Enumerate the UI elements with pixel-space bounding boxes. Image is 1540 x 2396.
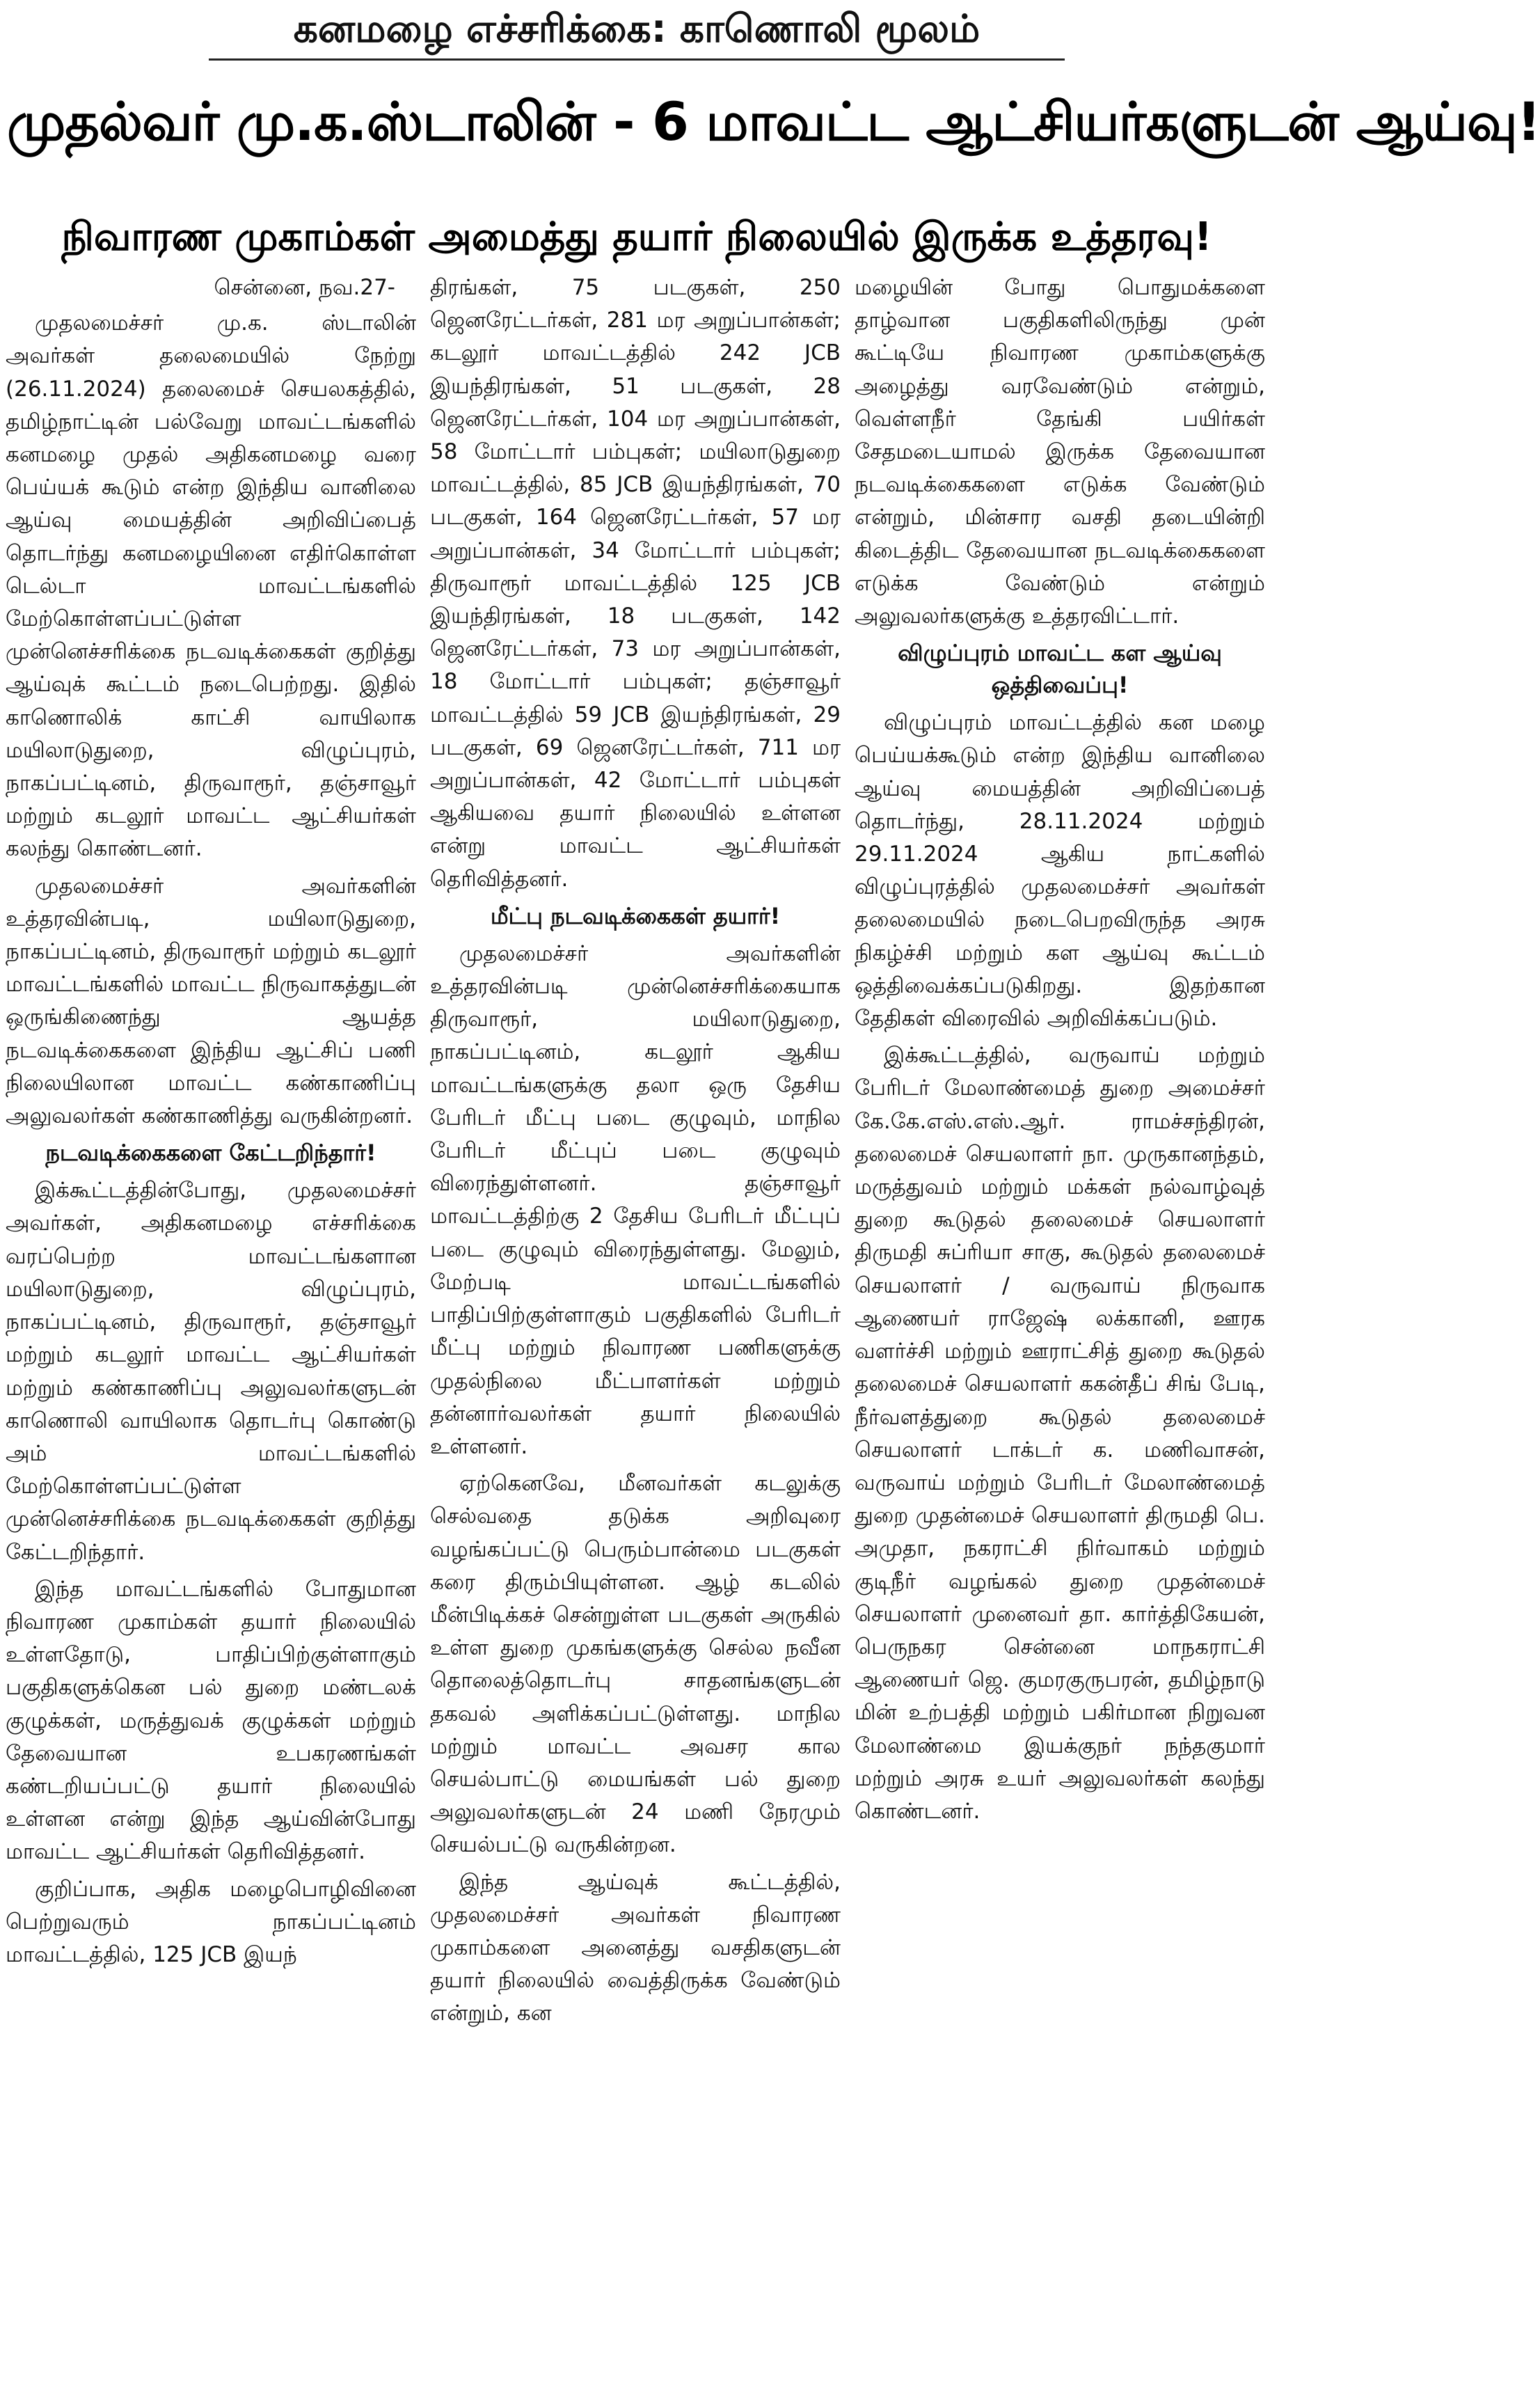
paragraph: குறிப்பாக, அதிக மழைபொழிவினை பெற்றுவரும் நாகப்பட்டினம் மாவட்டத்தில், 125 JCB இயந் [6,1876,416,1967]
paragraph: ஏற்கெனவே, மீனவர்கள் கடலுக்கு செல்வதை தடுக்க அறிவுரை வழங்கப்பட்டு பெரும்பான்மை படகுகள் கரை திரும்பியுள்ளன. ஆழ் கடலில் மீன்பிடிக்கச் சென்றுள்ள படகுகள் அருகில் உள்ள துறை முகங்களுக்கு செல்ல நவீன தொலைத்தொடர்பு சாதனங்களுடன் தகவல் அளிக்கப்பட்டுள்ளது. மாநில மற்றும் மாவட்ட அவசர கால செயல்பாட்டு மையங்கள் பல் துறை அலுவலர்களுடன் 24 மணி நேரமும் செயல்பட்டு வருகின்றன. [430,1471,841,1858]
section-subheading: விழுப்புரம் மாவட்ட கள ஆய்வு ஒத்திவைப்பு! [898,640,1222,699]
paragraph: மழையின் போது பொதுமக்களை தாழ்வான பகுதிகளிலிருந்து முன் கூட்டியே நிவாரண முகாம்களுக்கு அழைத்து வரவேண்டும் என்றும், வெள்ளநீர் தேங்கி பயிர்கள் சேதமடையாமல் இருக்க தேவையான நடவடிக்கைகளை எடுக்க வேண்டும் என்றும், மின்சார வசதி தடையின்றி கிடைத்திட தேவையான நடவடிக்கைகளை எடுக்க வேண்டும் என்றும் அலுவலர்களுக்கு உத்தரவிட்டார். [855,275,1265,629]
paragraph: இக்கூட்டத்தில், வருவாய் மற்றும் பேரிடர் மேலாண்மைத் துறை அமைச்சர் கே.கே.எஸ்.எஸ்.ஆர். ராமச்சந்திரன், தலைமைச் செயலாளர் நா. முருகானந்தம், மருத்துவம் மற்றும் மக்கள் நல்வாழ்வுத் துறை கூடுதல் தலைமைச் செயலாளர் திருமதி சுப்ரியா சாகு, கூடுதல் தலைமைச் செயலாளர் / வருவாய் நிருவாக ஆணையர் ராஜேஷ் லக்கானி, ஊரக வளர்ச்சி மற்றும் ஊராட்சித் துறை கூடுதல் தலைமைச் செயலாளர் ககன்தீப் சிங் பேடி, நீர்வளத்துறை கூடுதல் தலைமைச் செயலாளர் டாக்டர் க. மணிவாசன், வருவாய் மற்றும் பேரிடர் மேலாண்மைத் துறை முதன்மைச் செயலாளர் திருமதி பெ. அமுதா, நகராட்சி நிர்வாகம் மற்றும் குடிநீர் வழங்கல் துறை முதன்மைச் செயலாளர் முனைவர் தா. கார்த்திகேயன், பெருநகர சென்னை மாநகராட்சி ஆணையர் ஜெ. குமரகுருபரன், தமிழ்நாடு மின் உற்பத்தி மற்றும் பகிர்மான நிறுவன மேலாண்மை இயக்குநர் நந்தகுமார் மற்றும் அரசு உயர் அலுவலர்கள் கலந்து கொண்டனர். [855,1043,1265,1824]
article-column-1 [6,271,416,2388]
paragraph: முதலமைச்சர் அவர்களின் உத்தரவின்படி முன்னெச்சரிக்கையாக திருவாரூர், மயிலாடுதுறை, நாகப்பட்டினம், கடலூர் ஆகிய மாவட்டங்களுக்கு தலா ஒரு தேசிய பேரிடர் மீட்பு படை குழுவும், மாநில பேரிடர் மீட்புப் படை குழுவும் விரைந்துள்ளனர். தஞ்சாவூர் மாவட்டத்திற்கு 2 தேசிய பேரிடர் மீட்புப் படை குழுவும் விரைந்துள்ளது. மேலும், மேற்படி மாவட்டங்களில் பாதிப்பிற்குள்ளாகும் பகுதிகளில் பேரிடர் மீட்பு மற்றும் நிவாரண பணிகளுக்கு முதல்நிலை மீட்பாளர்கள் மற்றும் தன்னார்வலர்கள் தயார் நிலையில் உள்ளனர். [430,940,841,1459]
sub-headline: நிவாரண முகாம்கள் அமைத்து தயார் நிலையில் இருக்க உத்தரவு! [61,214,1212,260]
article-column-3 [855,271,1265,2388]
article-column-2 [430,271,841,2388]
kicker-line: கனமழை எச்சரிக்கை: காணொலி மூலம் [293,6,981,51]
paragraph: விழுப்புரம் மாவட்டத்தில் கன மழை பெய்யக்கூடும் என்ற இந்திய வானிலை ஆய்வு மையத்தின் அறிவிப்பைத் தொடர்ந்து, 28.11.2024 மற்றும் 29.11.2024 ஆகிய நாட்களில் விழுப்புரத்தில் முதலமைச்சர் அவர்கள் தலைமையில் நடைபெறவிருந்த அரசு நிகழ்ச்சி மற்றும் கள ஆய்வு கூட்டம் ஒத்திவைக்கப்படுகிறது. இதற்கான தேதிகள் விரைவில் அறிவிக்கப்படும். [855,710,1265,1032]
paragraph: இந்த ஆய்வுக் கூட்டத்தில், முதலமைச்சர் அவர்கள் நிவாரண முகாம்களை அனைத்து வசதிகளுடன் தயார் நிலையில் வைத்திருக்க வேண்டும் என்றும், கன [430,1869,841,2026]
kicker-divider [209,58,1065,61]
paragraph: இந்த மாவட்டங்களில் போதுமான நிவாரண முகாம்கள் தயார் நிலையில் உள்ளதோடு, பாதிப்பிற்குள்ளாகும் பகுதிகளுக்கென பல் துறை மண்டலக் குழுக்கள், மருத்துவக் குழுக்கள் மற்றும் தேவையான உபகரணங்கள் கண்டறியப்பட்டு தயார் நிலையில் உள்ளன என்று இந்த ஆய்வின்போது மாவட்ட ஆட்சியர்கள் தெரிவித்தனர். [6,1576,416,1865]
section-subheading: நடவடிக்கைகளை கேட்டறிந்தார்! [45,1140,376,1167]
paragraph: முதலமைச்சர் மு.க. ஸ்டாலின் அவர்கள் தலைமையில் நேற்று (26.11.2024) தலைமைச் செயலகத்தில், தமிழ்நாட்டின் பல்வேறு மாவட்டங்களில் கனமழை முதல் அதிகனமழை வரை பெய்யக் கூடும் என்ற இந்திய வானிலை ஆய்வு மையத்தின் அறிவிப்பைத் தொடர்ந்து கனமழையினை எதிர்கொள்ள டெல்டா மாவட்டங்களில் மேற்கொள்ளப்பட்டுள்ள முன்னெச்சரிக்கை நடவடிக்கைகள் குறித்து ஆய்வுக் கூட்டம் நடைபெற்றது. இதில் காணொலிக் காட்சி வாயிலாக மயிலாடுதுறை, விழுப்புரம், நாகப்பட்டினம், திருவாரூர், தஞ்சாவூர் மற்றும் கடலூர் மாவட்ட ஆட்சியர்கள் கலந்து கொண்டனர். [6,310,416,862]
paragraph: இக்கூட்டத்தின்போது, முதலமைச்சர் அவர்கள், அதிகனமழை எச்சரிக்கை வரப்பெற்ற மாவட்டங்களான மயிலாடுதுறை, விழுப்புரம், நாகப்பட்டினம், திருவாரூர், தஞ்சாவூர் மற்றும் கடலூர் மாவட்ட ஆட்சியர்கள் மற்றும் கண்காணிப்பு அலுவலர்களுடன் காணொலி வாயிலாக தொடர்பு கொண்டு அம் மாவட்டங்களில் மேற்கொள்ளப்பட்டுள்ள முன்னெச்சரிக்கை நடவடிக்கைகள் குறித்து கேட்டறிந்தார். [6,1178,416,1565]
paragraph: முதலமைச்சர் அவர்களின் உத்தரவின்படி, மயிலாடுதுறை, நாகப்பட்டினம், திருவாரூர் மற்றும் கடலூர் மாவட்டங்களில் மாவட்ட நிருவாகத்துடன் ஒருங்கிணைந்து ஆயத்த நடவடிக்கைகளை இந்திய ஆட்சிப் பணி நிலையிலான மாவட்ட கண்காணிப்பு அலுவலர்கள் கண்காணித்து வருகின்றனர். [6,873,416,1129]
paragraph: திரங்கள், 75 படகுகள், 250 ஜெனரேட்டர்கள், 281 மர அறுப்பான்கள்; கடலூர் மாவட்டத்தில் 242 JCB இயந்திரங்கள், 51 படகுகள், 28 ஜெனரேட்டர்கள், 104 மர அறுப்பான்கள், 58 மோட்டார் பம்புகள்; மயிலாடுதுறை மாவட்டத்தில், 85 JCB இயந்திரங்கள், 70 படகுகள், 164 ஜெனரேட்டர்கள், 57 மர அறுப்பான்கள், 34 மோட்டார் பம்புகள்; திருவாரூர் மாவட்டத்தில் 125 JCB இயந்திரங்கள், 18 படகுகள், 142 ஜெனரேட்டர்கள், 73 மர அறுப்பான்கள், 18 மோட்டார் பம்புகள்; தஞ்சாவூர் மாவட்டத்தில் 59 JCB இயந்திரங்கள், 29 படகுகள், 69 ஜெனரேட்டர்கள், 711 மர அறுப்பான்கள், 42 மோட்டார் பம்புகள் ஆகியவை தயார் நிலையில் உள்ளன என்று மாவட்ட ஆட்சியர்கள் தெரிவித்தனர். [430,275,841,892]
section-subheading: மீட்பு நடவடிக்கைகள் தயார்! [490,902,781,929]
main-headline: முதல்வர் மு.க.ஸ்டாலின் - 6 மாவட்ட ஆட்சியர்களுடன் ஆய்வு! [7,90,1540,152]
dateline: சென்னை, நவ.27- [214,275,395,300]
